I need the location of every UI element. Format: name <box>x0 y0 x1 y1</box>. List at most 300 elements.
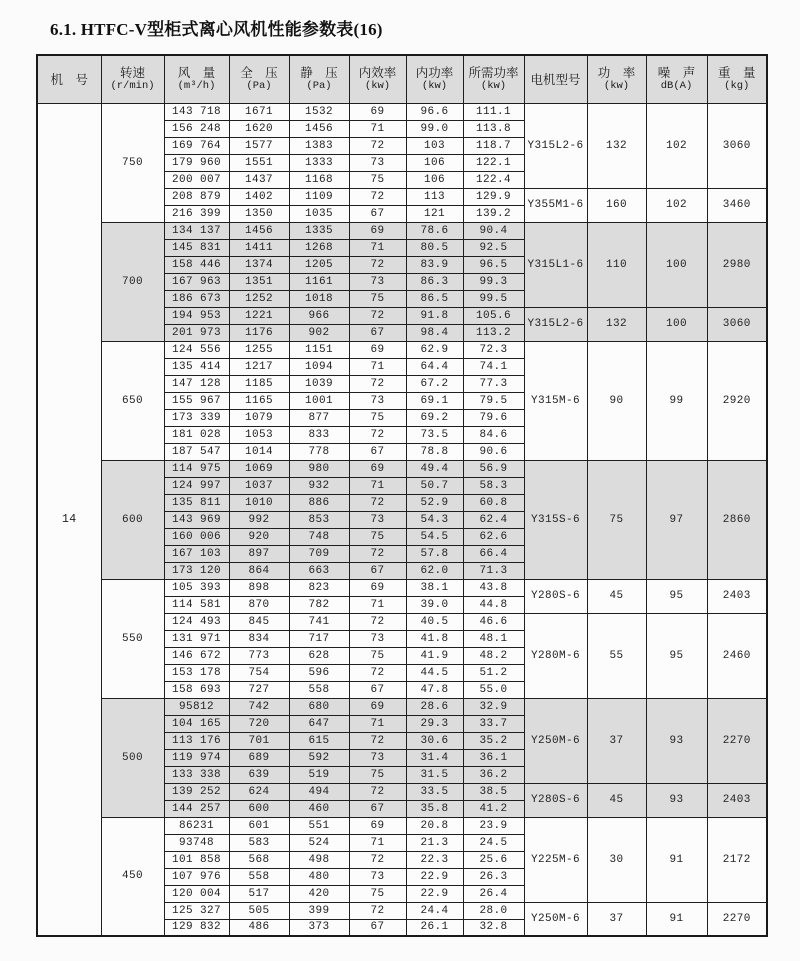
static-pressure-cell: 833 <box>289 426 349 443</box>
internal-power-cell: 80.5 <box>406 239 463 256</box>
table-row <box>37 698 767 715</box>
internal-power-cell: 26.1 <box>406 919 463 936</box>
static-pressure-cell: 1151 <box>289 341 349 358</box>
internal-power-cell: 39.0 <box>406 596 463 613</box>
efficiency-cell: 69 <box>349 579 406 596</box>
required-power-cell: 38.5 <box>463 783 524 800</box>
static-pressure-cell: 1001 <box>289 392 349 409</box>
static-pressure-cell: 741 <box>289 613 349 630</box>
static-pressure-cell: 399 <box>289 902 349 919</box>
efficiency-cell: 72 <box>349 902 406 919</box>
efficiency-cell: 69 <box>349 698 406 715</box>
airflow-cell: 133 338 <box>164 766 229 783</box>
total-pressure-cell: 1252 <box>229 290 289 307</box>
static-pressure-cell: 1161 <box>289 273 349 290</box>
efficiency-cell: 69 <box>349 103 406 120</box>
airflow-cell: 147 128 <box>164 375 229 392</box>
column-header-unit: (kw) <box>480 80 507 93</box>
column-header-label: 功 率 <box>597 65 636 81</box>
efficiency-cell: 69 <box>349 817 406 834</box>
motor-noise-cell: 95 <box>646 613 707 698</box>
table-row <box>37 222 767 239</box>
static-pressure-cell: 1109 <box>289 188 349 205</box>
efficiency-cell: 71 <box>349 239 406 256</box>
required-power-cell: 24.5 <box>463 834 524 851</box>
required-power-cell: 33.7 <box>463 715 524 732</box>
column-header-unit: (kg) <box>724 80 750 93</box>
efficiency-cell: 69 <box>349 222 406 239</box>
static-pressure-cell: 596 <box>289 664 349 681</box>
total-pressure-cell: 1620 <box>229 120 289 137</box>
required-power-cell: 118.7 <box>463 137 524 154</box>
static-pressure-cell: 853 <box>289 511 349 528</box>
efficiency-cell: 72 <box>349 137 406 154</box>
internal-power-cell: 49.4 <box>406 460 463 477</box>
total-pressure-cell: 505 <box>229 902 289 919</box>
efficiency-cell: 67 <box>349 443 406 460</box>
internal-power-cell: 78.8 <box>406 443 463 460</box>
column-header-label: 风 量 <box>177 65 216 81</box>
required-power-cell: 72.3 <box>463 341 524 358</box>
column-header-unit: (kw) <box>421 80 448 93</box>
column-header-label: 机 号 <box>50 71 88 87</box>
total-pressure-cell: 1255 <box>229 341 289 358</box>
total-pressure-cell: 1551 <box>229 154 289 171</box>
static-pressure-cell: 823 <box>289 579 349 596</box>
motor-power-cell: 160 <box>587 188 646 222</box>
motor-weight-cell: 2860 <box>707 460 767 579</box>
total-pressure-cell: 1217 <box>229 358 289 375</box>
total-pressure-cell: 720 <box>229 715 289 732</box>
static-pressure-cell: 647 <box>289 715 349 732</box>
required-power-cell: 41.2 <box>463 800 524 817</box>
efficiency-cell: 67 <box>349 681 406 698</box>
internal-power-cell: 50.7 <box>406 477 463 494</box>
table-header <box>37 55 767 103</box>
airflow-cell: 155 967 <box>164 392 229 409</box>
airflow-cell: 134 137 <box>164 222 229 239</box>
airflow-cell: 194 953 <box>164 307 229 324</box>
static-pressure-cell: 778 <box>289 443 349 460</box>
efficiency-cell: 72 <box>349 375 406 392</box>
internal-power-cell: 99.0 <box>406 120 463 137</box>
internal-power-cell: 64.4 <box>406 358 463 375</box>
static-pressure-cell: 1018 <box>289 290 349 307</box>
internal-power-cell: 96.6 <box>406 103 463 120</box>
efficiency-cell: 73 <box>349 868 406 885</box>
speed-cell: 700 <box>101 222 164 341</box>
motor-model-cell: Y315M-6 <box>524 341 587 460</box>
internal-power-cell: 78.6 <box>406 222 463 239</box>
airflow-cell: 167 103 <box>164 545 229 562</box>
required-power-cell: 48.1 <box>463 630 524 647</box>
efficiency-cell: 71 <box>349 477 406 494</box>
airflow-cell: 119 974 <box>164 749 229 766</box>
internal-power-cell: 38.1 <box>406 579 463 596</box>
static-pressure-cell: 615 <box>289 732 349 749</box>
required-power-cell: 99.3 <box>463 273 524 290</box>
internal-power-cell: 54.5 <box>406 528 463 545</box>
airflow-cell: 146 672 <box>164 647 229 664</box>
motor-model-cell: Y225M-6 <box>524 817 587 902</box>
total-pressure-cell: 845 <box>229 613 289 630</box>
motor-power-cell: 75 <box>587 460 646 579</box>
required-power-cell: 122.1 <box>463 154 524 171</box>
static-pressure-cell: 519 <box>289 766 349 783</box>
column-header-label: 内效率 <box>358 65 397 81</box>
required-power-cell: 58.3 <box>463 477 524 494</box>
total-pressure-cell: 898 <box>229 579 289 596</box>
required-power-cell: 51.2 <box>463 664 524 681</box>
total-pressure-cell: 486 <box>229 919 289 936</box>
internal-power-cell: 62.0 <box>406 562 463 579</box>
column-header-motor-model <box>524 55 587 103</box>
motor-weight-cell: 3060 <box>707 103 767 188</box>
table-body <box>37 103 767 936</box>
internal-power-cell: 86.5 <box>406 290 463 307</box>
total-pressure-cell: 517 <box>229 885 289 902</box>
required-power-cell: 74.1 <box>463 358 524 375</box>
internal-power-cell: 41.8 <box>406 630 463 647</box>
efficiency-cell: 73 <box>349 392 406 409</box>
motor-model-cell: Y280S-6 <box>524 783 587 817</box>
static-pressure-cell: 1268 <box>289 239 349 256</box>
motor-power-cell: 110 <box>587 222 646 307</box>
airflow-cell: 113 176 <box>164 732 229 749</box>
table-row <box>37 579 767 596</box>
airflow-cell: 179 960 <box>164 154 229 171</box>
required-power-cell: 122.4 <box>463 171 524 188</box>
required-power-cell: 66.4 <box>463 545 524 562</box>
static-pressure-cell: 1335 <box>289 222 349 239</box>
static-pressure-cell: 628 <box>289 647 349 664</box>
airflow-cell: 107 976 <box>164 868 229 885</box>
efficiency-cell: 75 <box>349 885 406 902</box>
airflow-cell: 156 248 <box>164 120 229 137</box>
efficiency-cell: 72 <box>349 426 406 443</box>
internal-power-cell: 22.9 <box>406 868 463 885</box>
motor-model-cell: Y315L2-6 <box>524 307 587 341</box>
required-power-cell: 62.4 <box>463 511 524 528</box>
efficiency-cell: 72 <box>349 494 406 511</box>
required-power-cell: 36.1 <box>463 749 524 766</box>
table-row <box>37 460 767 477</box>
total-pressure-cell: 1165 <box>229 392 289 409</box>
total-pressure-cell: 1079 <box>229 409 289 426</box>
speed-cell: 550 <box>101 579 164 698</box>
total-pressure-cell: 897 <box>229 545 289 562</box>
static-pressure-cell: 932 <box>289 477 349 494</box>
total-pressure-cell: 1010 <box>229 494 289 511</box>
efficiency-cell: 75 <box>349 409 406 426</box>
efficiency-cell: 67 <box>349 324 406 341</box>
column-header-label: 全 压 <box>240 65 278 81</box>
motor-model-cell: Y280S-6 <box>524 579 587 613</box>
static-pressure-cell: 592 <box>289 749 349 766</box>
total-pressure-cell: 583 <box>229 834 289 851</box>
internal-power-cell: 21.3 <box>406 834 463 851</box>
internal-power-cell: 41.9 <box>406 647 463 664</box>
internal-power-cell: 54.3 <box>406 511 463 528</box>
required-power-cell: 55.0 <box>463 681 524 698</box>
column-header-speed <box>101 55 164 103</box>
total-pressure-cell: 601 <box>229 817 289 834</box>
motor-noise-cell: 91 <box>646 902 707 936</box>
internal-power-cell: 67.2 <box>406 375 463 392</box>
column-header-required-power <box>463 55 524 103</box>
airflow-cell: 173 120 <box>164 562 229 579</box>
required-power-cell: 129.9 <box>463 188 524 205</box>
header-row <box>37 55 767 103</box>
column-header-label: 噪 声 <box>657 65 696 81</box>
column-header-label: 转速 <box>119 65 145 81</box>
internal-power-cell: 121 <box>406 205 463 222</box>
airflow-cell: 124 493 <box>164 613 229 630</box>
required-power-cell: 90.6 <box>463 443 524 460</box>
required-power-cell: 90.4 <box>463 222 524 239</box>
total-pressure-cell: 1014 <box>229 443 289 460</box>
airflow-cell: 143 718 <box>164 103 229 120</box>
internal-power-cell: 86.3 <box>406 273 463 290</box>
total-pressure-cell: 864 <box>229 562 289 579</box>
motor-model-cell: Y355M1-6 <box>524 188 587 222</box>
required-power-cell: 79.6 <box>463 409 524 426</box>
motor-weight-cell: 2172 <box>707 817 767 902</box>
efficiency-cell: 75 <box>349 528 406 545</box>
internal-power-cell: 52.9 <box>406 494 463 511</box>
required-power-cell: 139.2 <box>463 205 524 222</box>
efficiency-cell: 71 <box>349 715 406 732</box>
total-pressure-cell: 1402 <box>229 188 289 205</box>
total-pressure-cell: 1374 <box>229 256 289 273</box>
efficiency-cell: 72 <box>349 256 406 273</box>
airflow-cell: 125 327 <box>164 902 229 919</box>
airflow-cell: 201 973 <box>164 324 229 341</box>
internal-power-cell: 31.4 <box>406 749 463 766</box>
internal-power-cell: 57.8 <box>406 545 463 562</box>
airflow-cell: 124 556 <box>164 341 229 358</box>
motor-noise-cell: 102 <box>646 188 707 222</box>
efficiency-cell: 72 <box>349 851 406 868</box>
efficiency-cell: 75 <box>349 647 406 664</box>
total-pressure-cell: 624 <box>229 783 289 800</box>
motor-weight-cell: 3460 <box>707 188 767 222</box>
internal-power-cell: 103 <box>406 137 463 154</box>
static-pressure-cell: 460 <box>289 800 349 817</box>
total-pressure-cell: 568 <box>229 851 289 868</box>
motor-noise-cell: 93 <box>646 698 707 783</box>
speed-cell: 600 <box>101 460 164 579</box>
internal-power-cell: 40.5 <box>406 613 463 630</box>
efficiency-cell: 73 <box>349 511 406 528</box>
required-power-cell: 48.2 <box>463 647 524 664</box>
airflow-cell: 104 165 <box>164 715 229 732</box>
airflow-cell: 131 971 <box>164 630 229 647</box>
required-power-cell: 77.3 <box>463 375 524 392</box>
total-pressure-cell: 1577 <box>229 137 289 154</box>
column-header-internal-power <box>406 55 463 103</box>
column-header-machine-no <box>37 55 101 103</box>
internal-power-cell: 106 <box>406 171 463 188</box>
total-pressure-cell: 1437 <box>229 171 289 188</box>
efficiency-cell: 75 <box>349 171 406 188</box>
internal-power-cell: 106 <box>406 154 463 171</box>
motor-weight-cell: 2270 <box>707 698 767 783</box>
total-pressure-cell: 1053 <box>229 426 289 443</box>
column-header-static-pressure <box>289 55 349 103</box>
airflow-cell: 145 831 <box>164 239 229 256</box>
required-power-cell: 113.8 <box>463 120 524 137</box>
column-header-airflow <box>164 55 229 103</box>
page-title: 6.1. HTFC-V型柜式离心风机性能参数表(16) <box>50 20 383 39</box>
motor-noise-cell: 100 <box>646 307 707 341</box>
total-pressure-cell: 1456 <box>229 222 289 239</box>
total-pressure-cell: 600 <box>229 800 289 817</box>
efficiency-cell: 75 <box>349 766 406 783</box>
efficiency-cell: 71 <box>349 834 406 851</box>
motor-weight-cell: 2460 <box>707 613 767 698</box>
efficiency-cell: 72 <box>349 188 406 205</box>
total-pressure-cell: 1671 <box>229 103 289 120</box>
static-pressure-cell: 980 <box>289 460 349 477</box>
motor-weight-cell: 2403 <box>707 579 767 613</box>
static-pressure-cell: 494 <box>289 783 349 800</box>
internal-power-cell: 113 <box>406 188 463 205</box>
efficiency-cell: 67 <box>349 919 406 936</box>
required-power-cell: 99.5 <box>463 290 524 307</box>
airflow-cell: 181 028 <box>164 426 229 443</box>
airflow-cell: 129 832 <box>164 919 229 936</box>
efficiency-cell: 69 <box>349 460 406 477</box>
speed-cell: 750 <box>101 103 164 222</box>
table-row <box>37 103 767 120</box>
internal-power-cell: 28.6 <box>406 698 463 715</box>
efficiency-cell: 72 <box>349 664 406 681</box>
required-power-cell: 105.6 <box>463 307 524 324</box>
efficiency-cell: 71 <box>349 596 406 613</box>
total-pressure-cell: 920 <box>229 528 289 545</box>
airflow-cell: 144 257 <box>164 800 229 817</box>
static-pressure-cell: 782 <box>289 596 349 613</box>
total-pressure-cell: 1221 <box>229 307 289 324</box>
column-header-label: 重 量 <box>717 65 756 81</box>
total-pressure-cell: 701 <box>229 732 289 749</box>
motor-weight-cell: 3060 <box>707 307 767 341</box>
total-pressure-cell: 1351 <box>229 273 289 290</box>
internal-power-cell: 31.5 <box>406 766 463 783</box>
motor-model-cell: Y315L2-6 <box>524 103 587 188</box>
required-power-cell: 84.6 <box>463 426 524 443</box>
static-pressure-cell: 558 <box>289 681 349 698</box>
total-pressure-cell: 1350 <box>229 205 289 222</box>
airflow-cell: 135 811 <box>164 494 229 511</box>
required-power-cell: 26.3 <box>463 868 524 885</box>
static-pressure-cell: 1456 <box>289 120 349 137</box>
static-pressure-cell: 1383 <box>289 137 349 154</box>
static-pressure-cell: 966 <box>289 307 349 324</box>
fan-performance-table <box>36 54 768 937</box>
speed-cell: 500 <box>101 698 164 817</box>
column-header-power <box>587 55 646 103</box>
airflow-cell: 95812 <box>164 698 229 715</box>
motor-power-cell: 30 <box>587 817 646 902</box>
motor-model-cell: Y250M-6 <box>524 698 587 783</box>
table-row <box>37 341 767 358</box>
efficiency-cell: 72 <box>349 613 406 630</box>
column-header-weight <box>707 55 767 103</box>
internal-power-cell: 69.2 <box>406 409 463 426</box>
total-pressure-cell: 558 <box>229 868 289 885</box>
required-power-cell: 46.6 <box>463 613 524 630</box>
motor-model-cell: Y250M-6 <box>524 902 587 936</box>
efficiency-cell: 72 <box>349 783 406 800</box>
total-pressure-cell: 689 <box>229 749 289 766</box>
airflow-cell: 158 693 <box>164 681 229 698</box>
static-pressure-cell: 524 <box>289 834 349 851</box>
required-power-cell: 60.8 <box>463 494 524 511</box>
internal-power-cell: 24.4 <box>406 902 463 919</box>
efficiency-cell: 71 <box>349 120 406 137</box>
column-header-unit: (r/min) <box>110 80 155 93</box>
required-power-cell: 79.5 <box>463 392 524 409</box>
efficiency-cell: 73 <box>349 273 406 290</box>
airflow-cell: 114 975 <box>164 460 229 477</box>
total-pressure-cell: 1069 <box>229 460 289 477</box>
airflow-cell: 139 252 <box>164 783 229 800</box>
airflow-cell: 153 178 <box>164 664 229 681</box>
required-power-cell: 62.6 <box>463 528 524 545</box>
required-power-cell: 96.5 <box>463 256 524 273</box>
static-pressure-cell: 498 <box>289 851 349 868</box>
required-power-cell: 56.9 <box>463 460 524 477</box>
column-header-unit: (Pa) <box>306 80 332 93</box>
motor-model-cell: Y315L1-6 <box>524 222 587 307</box>
airflow-cell: 158 446 <box>164 256 229 273</box>
internal-power-cell: 30.6 <box>406 732 463 749</box>
static-pressure-cell: 709 <box>289 545 349 562</box>
motor-power-cell: 37 <box>587 698 646 783</box>
airflow-cell: 124 997 <box>164 477 229 494</box>
static-pressure-cell: 373 <box>289 919 349 936</box>
airflow-cell: 169 764 <box>164 137 229 154</box>
efficiency-cell: 72 <box>349 732 406 749</box>
motor-noise-cell: 97 <box>646 460 707 579</box>
required-power-cell: 113.2 <box>463 324 524 341</box>
airflow-cell: 186 673 <box>164 290 229 307</box>
total-pressure-cell: 1411 <box>229 239 289 256</box>
total-pressure-cell: 773 <box>229 647 289 664</box>
static-pressure-cell: 1532 <box>289 103 349 120</box>
efficiency-cell: 75 <box>349 290 406 307</box>
internal-power-cell: 33.5 <box>406 783 463 800</box>
internal-power-cell: 47.8 <box>406 681 463 698</box>
airflow-cell: 167 963 <box>164 273 229 290</box>
motor-noise-cell: 93 <box>646 783 707 817</box>
efficiency-cell: 67 <box>349 562 406 579</box>
motor-model-cell: Y280M-6 <box>524 613 587 698</box>
internal-power-cell: 22.3 <box>406 851 463 868</box>
static-pressure-cell: 902 <box>289 324 349 341</box>
column-header-efficiency <box>349 55 406 103</box>
static-pressure-cell: 663 <box>289 562 349 579</box>
efficiency-cell: 67 <box>349 800 406 817</box>
total-pressure-cell: 639 <box>229 766 289 783</box>
speed-cell: 450 <box>101 817 164 936</box>
static-pressure-cell: 680 <box>289 698 349 715</box>
column-header-unit: dB(A) <box>660 80 693 93</box>
motor-weight-cell: 2980 <box>707 222 767 307</box>
airflow-cell: 86231 <box>164 817 229 834</box>
